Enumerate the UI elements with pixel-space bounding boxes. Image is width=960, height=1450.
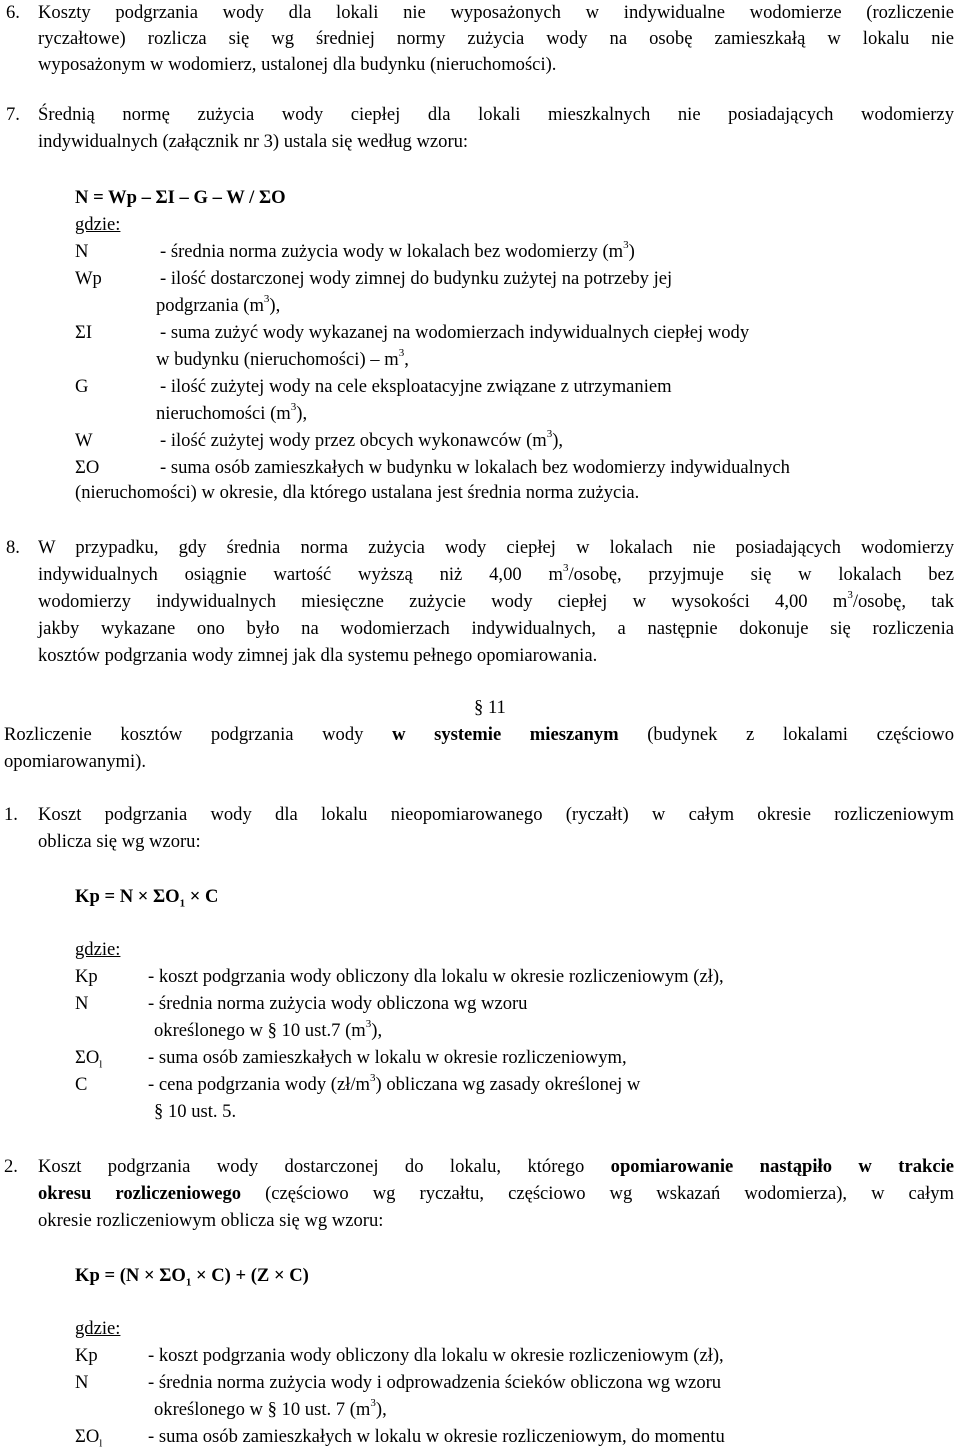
superscript: 3	[398, 346, 405, 359]
text-span: w budynku (nieruchomości) – m	[156, 349, 399, 370]
term-symbol: Kp	[75, 966, 98, 987]
text-span: ,	[404, 349, 409, 370]
text-span: - ilość dostarczonej wody zimnej do budynku zużytej na potrzeby jej	[160, 268, 673, 289]
text-span: - koszt podgrzania wody obliczony dla lokalu w okresie rozliczeniowym (zł),	[148, 1345, 724, 1366]
text-span: ),	[269, 295, 281, 316]
section-heading: § 11	[474, 697, 506, 718]
formula-part: Kp = (N × ΣO	[75, 1265, 186, 1286]
text-span: - ilość zużytej wody przez obcych wykonawców (m	[160, 430, 547, 451]
text-line: wyposażonym w wodomierz, ustalonej dla budynku (nieruchomości).	[38, 54, 557, 75]
text-span: Rozliczenie kosztów podgrzania wody	[4, 724, 364, 745]
definition-term	[75, 270, 102, 289]
text-span: - suma osób zamieszkałych w budynku w lokalach bez wodomierzy indywidualnych	[160, 457, 790, 478]
definition-text	[148, 1071, 641, 1095]
definition-text	[160, 427, 564, 451]
formula-part: × C	[185, 886, 219, 907]
text-line: (nieruchomości) w okresie, dla którego ustalana jest średnia norma zużycia.	[75, 482, 640, 503]
text-line: jakby wykazane ono było na wodomierzach indywidualnych, a następnie dokonuje się rozliczenia	[38, 618, 954, 639]
definition-text	[148, 1347, 724, 1366]
superscript: 3	[623, 238, 629, 251]
text-span: /osobę, tak	[852, 591, 954, 612]
text-span: określonego w § 10 ust.7 (m	[154, 1020, 366, 1041]
superscript: 3	[370, 1396, 376, 1409]
definition-text	[160, 324, 749, 343]
item-number: 7.	[6, 104, 20, 125]
definition-term	[75, 324, 92, 343]
definition-text	[154, 1396, 387, 1420]
formula-part: × C) + (Z × C)	[191, 1265, 309, 1286]
text-span: ),	[375, 1399, 387, 1420]
text-line: opomiarowanymi).	[4, 751, 147, 772]
text-span: - suma zużyć wody wykazanej na wodomierzach indywidualnych ciepłej wody	[160, 322, 750, 343]
text-span: - średnia norma zużycia wody obliczona wg wzoru	[148, 993, 528, 1014]
definition-term	[75, 968, 98, 987]
gdzie-label: gdzie:	[75, 214, 121, 235]
superscript: 3	[847, 588, 853, 601]
text-span: podgrzania (m	[156, 295, 264, 316]
bold-span: w systemie mieszanym	[392, 724, 619, 745]
text-line: oblicza się wg wzoru:	[38, 831, 201, 852]
subscript: 1	[179, 897, 186, 910]
term-symbol: N	[75, 993, 89, 1014]
text-line: W przypadku, gdy średnia norma zużycia wody ciepłej w lokalach nie posiadających wodomierzy	[38, 537, 954, 558]
definition-text	[148, 968, 724, 987]
term-symbol: G	[75, 376, 89, 397]
definition-text	[148, 995, 527, 1014]
item-number: 2.	[4, 1156, 18, 1177]
text-span: - suma osób zamieszkałych w lokalu w okresie rozliczeniowym, do momentu	[148, 1426, 725, 1447]
superscript: 3	[562, 561, 569, 574]
text-span: ),	[552, 430, 564, 451]
text-line	[38, 1158, 954, 1177]
text-line: Koszt podgrzania wody dla lokalu nieopomiarowanego (ryczałt) w całym okresie rozliczeniowym	[38, 804, 954, 825]
text-span: - cena podgrzania wody (zł/m	[148, 1074, 370, 1095]
definition-text	[148, 1049, 627, 1068]
superscript: 3	[365, 1017, 372, 1030]
term-symbol: N	[75, 241, 89, 262]
text-line: ryczałtowe) rozlicza się wg średniej normy zużycia wody na osobę zamieszkałą w lokalu nie	[38, 28, 954, 49]
text-span: ),	[296, 403, 308, 424]
definition-text	[156, 292, 281, 316]
superscript: 3	[290, 400, 297, 413]
term-symbol: ΣI	[75, 322, 93, 343]
text-line	[4, 726, 954, 745]
text-span: wodomierzy indywidualnych miesięczne zużycie wody ciepłej w wysokości 4,00 m	[38, 591, 848, 612]
item-number: 6.	[6, 2, 20, 23]
definition-term	[75, 243, 88, 262]
definition-term	[75, 995, 88, 1014]
item-number: 1.	[4, 804, 18, 825]
text-span: - średnia norma zużycia wody w lokalach bez wodomierzy (m	[160, 241, 624, 262]
subscript: 1	[185, 1276, 192, 1289]
definition-text	[148, 1374, 721, 1393]
text-line: Średnią normę zużycia wody ciepłej dla lokali mieszkalnych nie posiadających wodomierzy	[38, 104, 954, 125]
formula-part: Kp = N × ΣO	[75, 886, 180, 907]
definition-text	[148, 1428, 725, 1447]
superscript: 3	[263, 292, 270, 305]
text-span: § 10 ust. 5.	[154, 1101, 237, 1122]
definition-text	[160, 270, 672, 289]
text-span: (częściowo wg ryczałtu, częściowo wg wskazań wodomierza), w całym	[265, 1183, 954, 1204]
term-symbol: W	[75, 430, 93, 451]
definition-term	[75, 378, 88, 397]
subscript: l	[99, 1437, 103, 1450]
definition-text	[156, 346, 409, 370]
bold-span: opomiarowanie nastąpiło w trakcie	[610, 1156, 955, 1177]
definition-text	[160, 238, 635, 262]
text-span: nieruchomości (m	[156, 403, 291, 424]
term-symbol: Kp	[75, 1345, 98, 1366]
definition-text	[154, 1103, 236, 1122]
text-span: Koszt podgrzania wody dostarczonej do lokalu, którego	[38, 1156, 585, 1177]
text-span: - koszt podgrzania wody obliczony dla lokalu w okresie rozliczeniowym (zł),	[148, 966, 724, 987]
text-span: ),	[371, 1020, 383, 1041]
formula	[75, 1265, 309, 1289]
text-line: kosztów podgrzania wody zimnej jak dla systemu pełnego opomiarowania.	[38, 645, 598, 666]
text-line: indywidualnych (załącznik nr 3) ustala się według wzoru:	[38, 131, 469, 152]
text-line	[38, 588, 954, 612]
text-line	[38, 1185, 954, 1204]
superscript: 3	[546, 427, 553, 440]
term-symbol: Wp	[75, 268, 102, 289]
definition-term	[75, 1347, 98, 1366]
text-line: Koszty podgrzania wody dla lokali nie wyposażonych w indywidualne wodomierze (rozliczenie	[38, 2, 954, 23]
formula	[75, 886, 219, 910]
text-line: okresie rozliczeniowym oblicza się wg wzoru:	[38, 1210, 384, 1231]
text-line	[38, 561, 954, 585]
text-span: ) obliczana wg zasady określonej w	[375, 1074, 641, 1095]
definition-term	[75, 432, 93, 451]
text-span: - suma osób zamieszkałych w lokalu w okresie rozliczeniowym,	[148, 1047, 627, 1068]
definition-term	[75, 1426, 103, 1450]
gdzie-label: gdzie:	[75, 1318, 121, 1339]
definition-term	[75, 459, 99, 478]
term-symbol: ΣO	[75, 1047, 100, 1068]
definition-text	[156, 400, 308, 424]
text-span: indywidualnych osiągnie wartość wyższą niż 4,00 m	[38, 564, 563, 585]
term-symbol: C	[75, 1074, 88, 1095]
term-symbol: ΣO	[75, 457, 100, 478]
gdzie-label: gdzie:	[75, 939, 121, 960]
definition-term	[75, 1047, 103, 1071]
text-span: - średnia norma zużycia wody i odprowadzenia ścieków obliczona wg wzoru	[148, 1372, 722, 1393]
term-symbol: N	[75, 1372, 89, 1393]
definition-term	[75, 1076, 87, 1095]
definition-text	[154, 1017, 383, 1041]
subscript: l	[99, 1058, 103, 1071]
definition-text	[160, 378, 672, 397]
formula: N = Wp – ΣI – G – W / ΣO	[75, 187, 286, 208]
text-span: - ilość zużytej wody na cele eksploatacyjne związane z utrzymaniem	[160, 376, 672, 397]
text-span: określonego w § 10 ust. 7 (m	[154, 1399, 371, 1420]
term-symbol: ΣO	[75, 1426, 100, 1447]
definition-text	[160, 459, 790, 478]
bold-span: okresu rozliczeniowego	[38, 1183, 242, 1204]
definition-term	[75, 1374, 88, 1393]
text-span: (budynek z lokalami częściowo	[647, 724, 954, 745]
text-span: /osobę, przyjmuje się w lokalach bez	[568, 564, 954, 585]
item-number: 8.	[6, 537, 20, 558]
text-span: )	[628, 241, 635, 262]
superscript: 3	[370, 1071, 376, 1084]
